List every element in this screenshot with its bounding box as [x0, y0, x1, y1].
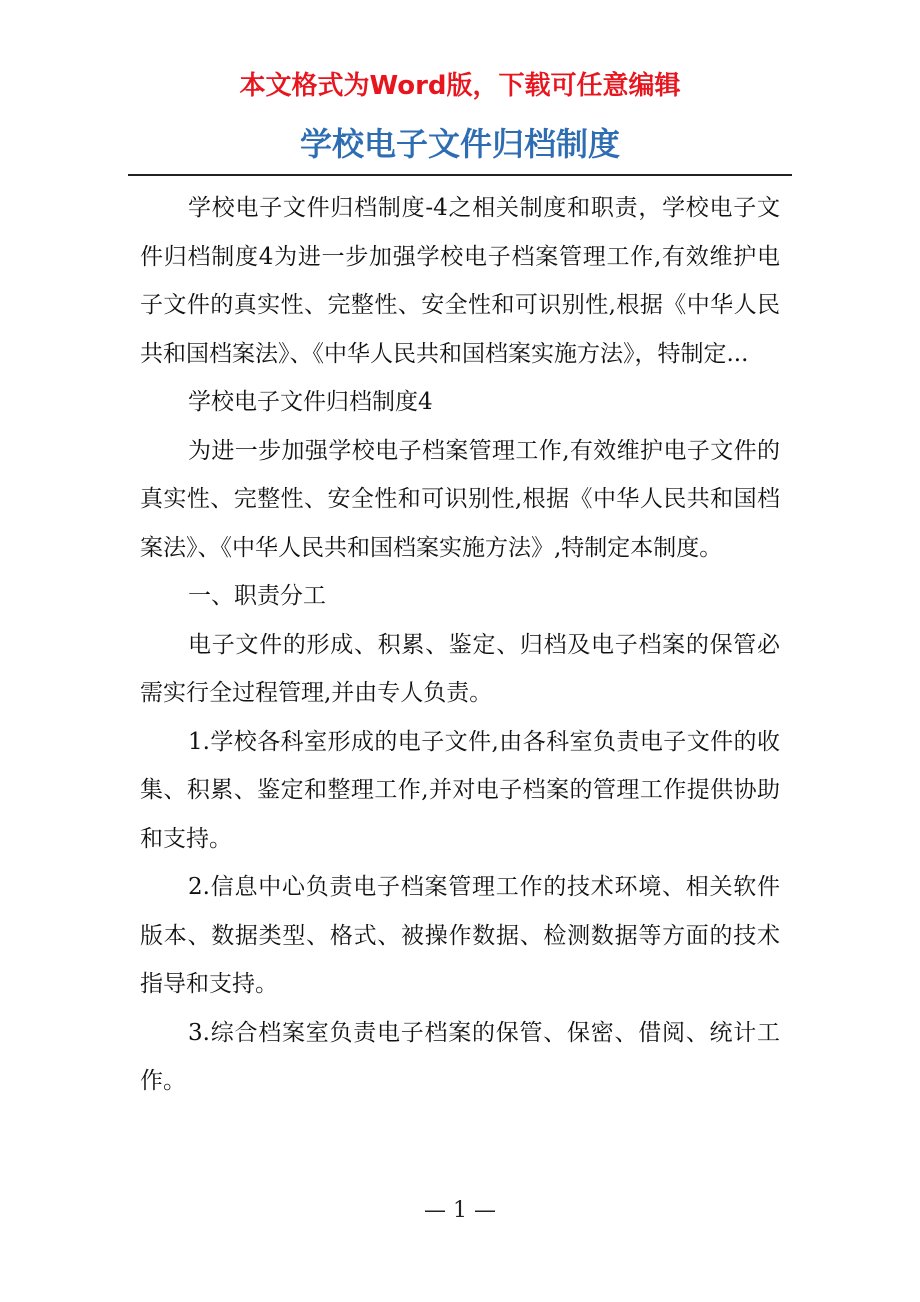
paragraph-management: 电子文件的形成、积累、鉴定、归档及电子档案的保管必需实行全过程管理,并由专人负责。 — [140, 631, 780, 706]
page-number: — 1 — — [424, 1198, 496, 1223]
paragraph-item-3: 3.综合档案室负责电子档案的保管、保密、借阅、统计工作。 — [140, 1019, 780, 1094]
document-title: 学校电子文件归档制度 — [299, 125, 620, 163]
paragraph-heading-title: 学校电子文件归档制度4 — [188, 389, 433, 415]
document-body — [140, 184, 780, 1106]
section-heading-duties: 一、职责分工 — [188, 583, 326, 609]
title-divider — [128, 174, 792, 176]
paragraph-item-1: 1.学校各科室形成的电子文件,由各科室负责电子文件的收集、积累、鉴定和整理工作,并对电子档案的管理工作提供协助和支持。 — [140, 728, 780, 852]
paragraph-purpose: 为进一步加强学校电子档案管理工作,有效维护电子文件的真实性、完整性、安全性和可识别性,根据《中华人民共和国档案法》、《中华人民共和国档案实施方法》,特制定本制度。 — [140, 437, 780, 561]
paragraph-intro-summary: 学校电子文件归档制度-4之相关制度和职责，学校电子文件归档制度4为进一步加强学校电子档案管理工作,有效维护电子文件的真实性、完整性、安全性和可识别性,根据《中华人民共和国档案法》、《中华人民共和国档案实施方法》，特制定... — [140, 195, 780, 367]
paragraph-item-2: 2.信息中心负责电子档案管理工作的技术环境、相关软件版本、数据类型、格式、被操作数据、检测数据等方面的技术指导和支持。 — [140, 874, 780, 997]
format-banner: 本文格式为Word版，下载可任意编辑 — [239, 71, 681, 101]
